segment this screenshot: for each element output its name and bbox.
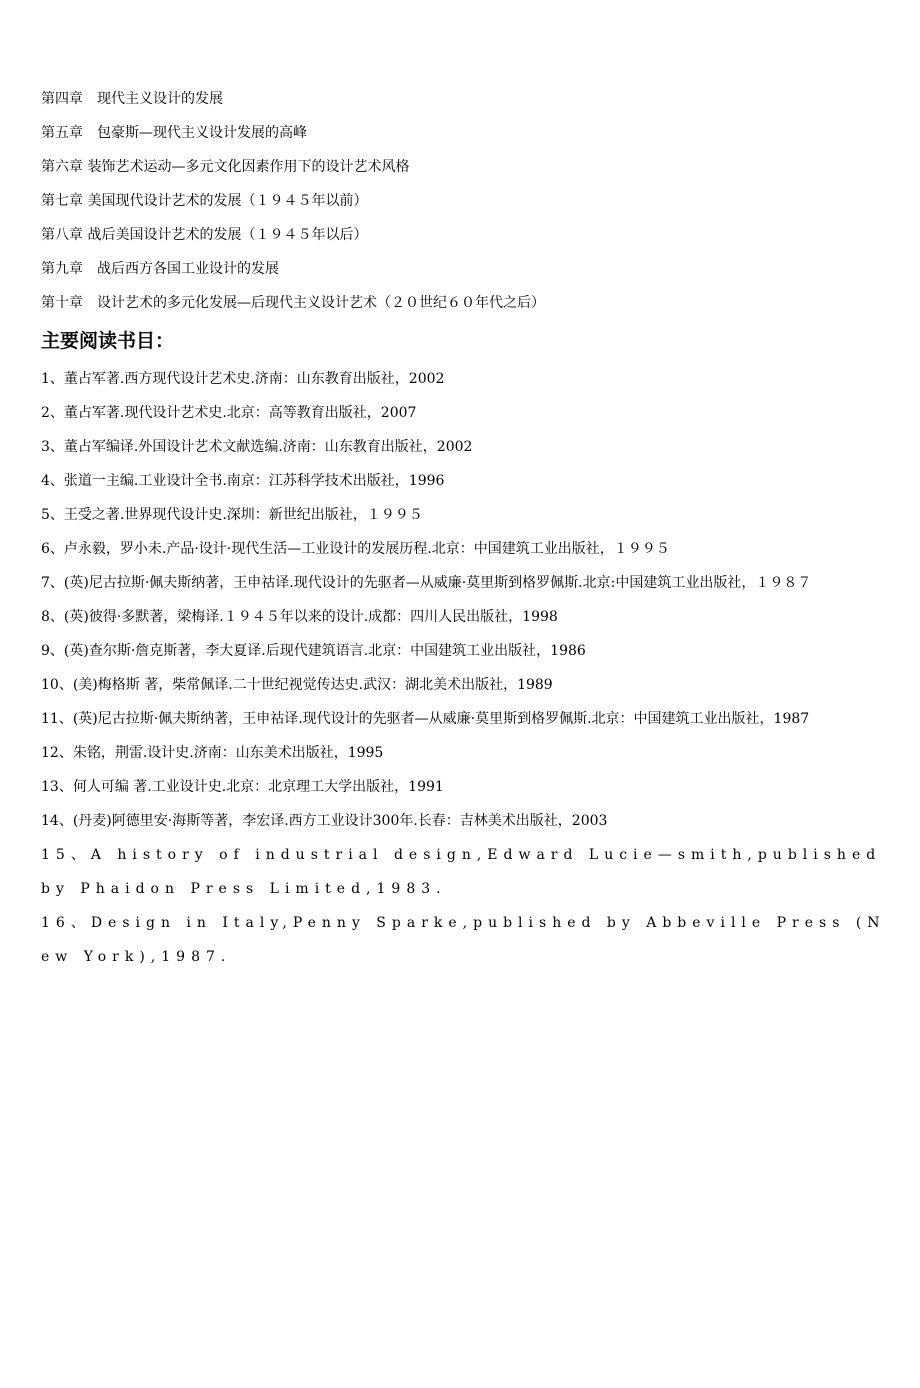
- chapter-item: 第十章 设计艺术的多元化发展—后现代主义设计艺术（２０世纪６０年代之后）: [41, 295, 545, 311]
- reference-item: 2、董占军著.现代设计艺术史.北京：高等教育出版社，2007: [41, 405, 417, 421]
- chapter-item: 第四章 现代主义设计的发展: [41, 91, 223, 107]
- reference-item: 8、(英)彼得·多默著，梁梅译.１９４５年以来的设计.成都：四川人民出版社，1998: [41, 609, 558, 625]
- document-page: [41, 82, 896, 974]
- chapter-item: 第八章 战后美国设计艺术的发展（１９４５年以后）: [41, 227, 368, 243]
- reference-item: 16、Design in Italy,Penny Sparke,published by Abbeville Press (New York),1987.: [41, 915, 886, 965]
- reference-item: 10、(美)梅格斯 著，柴常佩译.二十世纪视觉传达史.武汉：湖北美术出版社，1989: [41, 677, 553, 693]
- reference-item: 4、张道一主编.工业设计全书.南京：江苏科学技术出版社，1996: [41, 473, 445, 489]
- chapter-item: 第六章 装饰艺术运动—多元文化因素作用下的设计艺术风格: [41, 159, 410, 175]
- reference-item: 6、卢永毅，罗小未.产品·设计·现代生活—工业设计的发展历程.北京：中国建筑工业出版社，１９９５: [41, 541, 670, 557]
- reference-item: 13、何人可编 著.工业设计史.北京：北京理工大学出版社，1991: [41, 779, 444, 795]
- reference-item: 1、董占军著.西方现代设计艺术史.济南：山东教育出版社，2002: [41, 371, 445, 387]
- reference-item: 14、(丹麦)阿德里安·海斯等著，李宏译.西方工业设计300年.长春：吉林美术出版社，2003: [41, 813, 608, 829]
- reference-item: 3、董占军编译.外国设计艺术文献选编.济南：山东教育出版社，2002: [41, 439, 473, 455]
- chapter-list: [41, 82, 896, 320]
- chapter-item: 第七章 美国现代设计艺术的发展（１９４５年以前）: [41, 193, 368, 209]
- reference-item: 12、朱铭，荆雷.设计史.济南：山东美术出版社，1995: [41, 745, 384, 761]
- reference-item: 11、(英)尼古拉斯·佩夫斯纳著，王申祜译.现代设计的先驱者—从威廉·莫里斯到格罗佩斯.北京：中国建筑工业出版社，1987: [41, 711, 810, 727]
- reference-list: [41, 362, 896, 974]
- reference-item: 15、A history of industrial design,Edward Lucie—smith,published by Phaidon Press Limited,1983.: [41, 847, 882, 897]
- reference-item: 7、(英)尼古拉斯·佩夫斯纳著，王申祜译.现代设计的先驱者—从威廉·莫里斯到格罗佩斯.北京:中国建筑工业出版社，１９８７: [41, 575, 812, 591]
- reference-item: 5、王受之著.世界现代设计史.深圳：新世纪出版社，１９９５: [41, 507, 423, 523]
- reference-item: 9、(英)查尔斯·詹克斯著，李大夏译.后现代建筑语言.北京：中国建筑工业出版社，1986: [41, 643, 586, 659]
- chapter-item: 第五章 包豪斯—现代主义设计发展的高峰: [41, 125, 307, 141]
- reading-list-heading: 主要阅读书目：: [41, 330, 175, 352]
- chapter-item: 第九章 战后西方各国工业设计的发展: [41, 261, 279, 277]
